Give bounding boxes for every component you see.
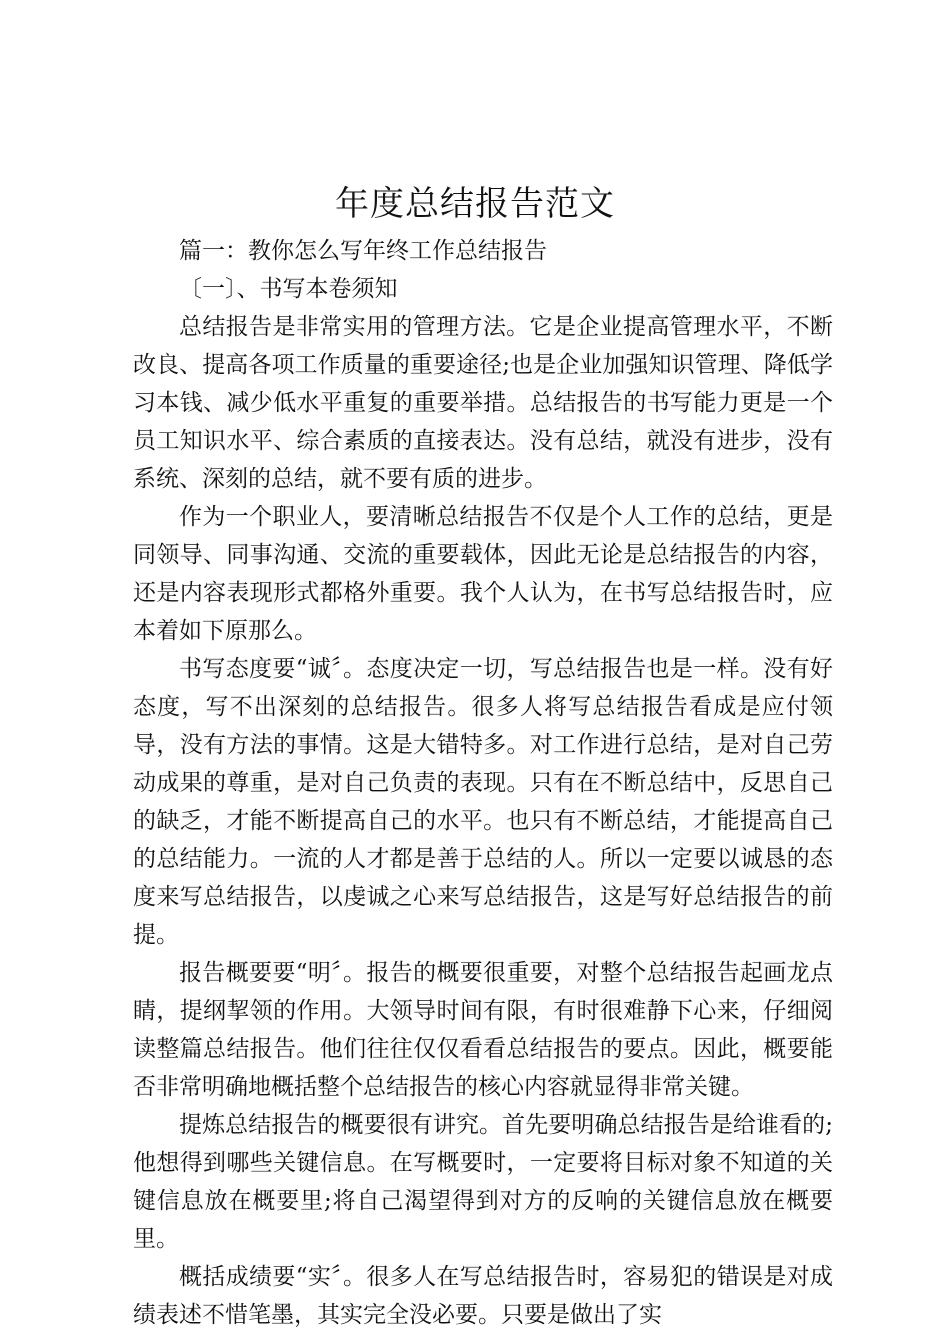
paragraph-principles: 作为一个职业人，要清晰总结报告不仅是个人工作的总结，更是同领导、同事沟通、交流的重要载体，因此无论是总结报告的内容，还是内容表现形式都格外重要。我个人认为，在书写总结报告时，应本着如下原那么。 xyxy=(133,504,833,644)
paragraph-achievements: 概括成绩要“实〞。很多人在写总结报告时，容易犯的错误是对成绩表述不惜笔墨，其实完全没必要。只要是做出了实 xyxy=(133,1264,833,1328)
paragraph-attitude: 书写态度要“诚〞。态度决定一切，写总结报告也是一样。没有好态度，写不出深刻的总结报告。很多人将写总结报告看成是应付领导，没有方法的事情。这是大错特多。对工作进行总结，是对自己劳动成果的尊重，是对自己负责的表现。只有在不断总结中，反思自己的缺乏，才能不断提高自己的水平。也只有不断总结，才能提高自己的总结能力。一流的人才都是善于总结的人。所以一定要以诚恳的态度来写总结报告，以虔诚之心来写总结报告，这是写好总结报告的前提。 xyxy=(133,656,833,948)
paragraph-summary-refinement: 提炼总结报告的概要很有讲究。首先要明确总结报告是给谁看的;他想得到哪些关键信息。在写概要时，一定要将目标对象不知道的关键信息放在概要里;将自己渴望得到对方的反响的关键信息放在概要里。 xyxy=(133,1112,833,1252)
heading-part-one: 篇一：教你怎么写年终工作总结报告 xyxy=(179,238,547,264)
section-heading-notes: 〔一〕、书写本卷须知 xyxy=(179,276,398,302)
document-title: 年度总结报告范文 xyxy=(335,184,615,224)
paragraph-summary-clarity: 报告概要要“明〞。报告的概要很重要，对整个总结报告起画龙点睛，提纲挈领的作用。大领导时间有限，有时很难静下心来，仔细阅读整篇总结报告。他们往往仅仅看看总结报告的要点。因此，概要能否非常明确地概括整个总结报告的核心内容就显得非常关键。 xyxy=(133,960,833,1100)
paragraph-intro: 总结报告是非常实用的管理方法。它是企业提高管理水平，不断改良、提高各项工作质量的重要途径;也是企业加强知识管理、降低学习本钱、减少低水平重复的重要举措。总结报告的书写能力更是一个员工知识水平、综合素质的直接表达。没有总结，就没有进步，没有系统、深刻的总结，就不要有质的进步。 xyxy=(133,314,833,492)
document-body xyxy=(133,232,833,1334)
